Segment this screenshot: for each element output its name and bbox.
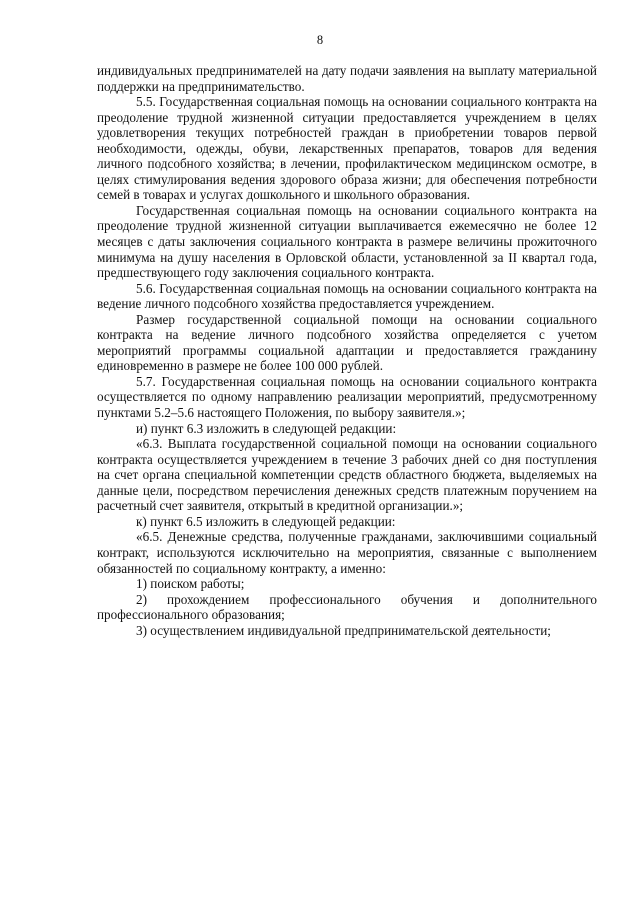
paragraph-continuation: индивидуальных предпринимателей на дату подачи заявления на выплату материальной поддержки на предпринимательство. bbox=[97, 63, 597, 94]
list-item-1: 1) поиском работы; bbox=[136, 576, 245, 592]
list-item-2: 2) прохождением профессионального обучения и дополнительного профессионального образования; bbox=[97, 591, 597, 623]
paragraph-5-6-amount: Размер государственной социальной помощи на основании социального контракта на ведение личного подсобного хозяйства определяется с учетом мероприятий программы социальной адаптации и предоставляется гражданину единовременно в размере не более 100 000 рублей. bbox=[97, 311, 597, 374]
paragraph-5-5-payment: Государственная социальная помощь на основании социального контракта на преодоление трудной жизненной ситуации выплачивается ежемесячно не более 12 месяцев с даты заключения социального контракта в размере величины прожиточного минимума на душу населения в Орловской области, установленной за II квартал года, предшествующего году заключения социального контракта. bbox=[97, 202, 597, 281]
paragraph-item-k: к) пункт 6.5 изложить в следующей редакции: bbox=[136, 513, 396, 529]
paragraph-5-5: 5.5. Государственная социальная помощь на основании социального контракта на преодоление трудной жизненной ситуации предоставляется учреждением в целях удовлетворения текущих потребностей граждан в приобретении товаров первой необходимости, одежды, обуви, лекарственных препаратов, товаров для ведения личного подсобного хозяйства; в лечении, профилактическом медицинском осмотре, в целях стимулирования ведения здорового образа жизни; для обеспечения потребности семей в товарах и услугах дошкольного и школьного образования. bbox=[97, 94, 597, 203]
page-number: 8 bbox=[316, 33, 324, 47]
list-item-3: 3) осуществлением индивидуальной предпринимательской деятельности; bbox=[136, 622, 551, 638]
document-body bbox=[97, 63, 597, 638]
paragraph-6-5: «6.5. Денежные средства, полученные гражданами, заключившими социальный контракт, используются исключительно на мероприятия, связанные с выполнением обязанностей по социальному контракту, а именно: bbox=[97, 529, 597, 576]
paragraph-5-6: 5.6. Государственная социальная помощь на основании социального контракта на ведение личного подсобного хозяйства предоставляется учреждением. bbox=[97, 280, 597, 312]
paragraph-5-7: 5.7. Государственная социальная помощь на основании социального контракта осуществляется по одному направлению реализации мероприятий, предусмотренному пунктами 5.2–5.6 настоящего Положения, по выбору заявителя.»; bbox=[97, 373, 597, 421]
paragraph-6-3: «6.3. Выплата государственной социальной помощи на основании социального контракта осуществляется учреждением в течение 3 рабочих дней со дня поступления на счет органа специальной компетенции средств областного бюджета, выделяемых на данные цели, посредством перечисления денежных средств платежным поручением на расчетный счет заявителя, открытый в кредитной организации.»; bbox=[97, 436, 597, 514]
paragraph-item-i: и) пункт 6.3 изложить в следующей редакции: bbox=[136, 420, 397, 436]
